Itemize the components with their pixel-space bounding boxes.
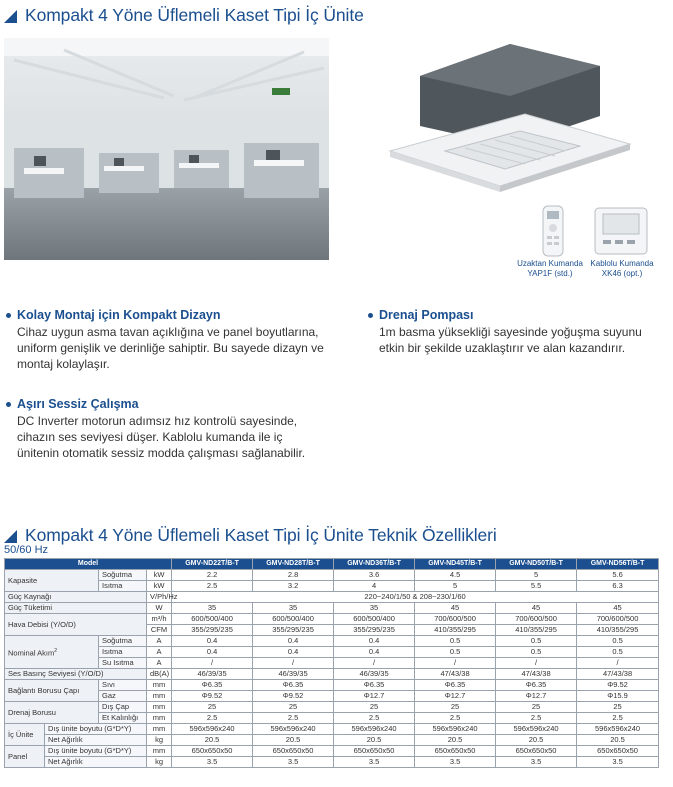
- table-cell: Φ9.52: [172, 691, 253, 702]
- table-cell: 0.4: [253, 636, 334, 647]
- table-row: Drenaj Borusu Dış Çap mm 25 25 25 25 25 25: [5, 702, 659, 713]
- table-cell: 45: [496, 603, 577, 614]
- table-cell: 596x596x240: [577, 724, 659, 735]
- spec-header: [4, 523, 497, 547]
- remote-caption: Uzaktan Kumanda YAP1F (std.): [517, 259, 583, 278]
- table-row: Et Kalınlığı mm 2.5 2.5 2.5 2.5 2.5 2.5: [5, 713, 659, 724]
- table-cell: 25: [334, 702, 415, 713]
- table-cell: 4.5: [415, 570, 496, 581]
- model-col: GMV-ND22T/B-T: [172, 559, 253, 570]
- table-header-row: [5, 559, 659, 570]
- table-row: Ses Basınç Seviyesi (Y/O/D) dB(A) 46/39/35 46/39/35 46/39/35 47/43/38 47/43/38 47/43/38: [5, 669, 659, 680]
- table-row: Hava Debisi (Y/O/D) m³/h 600/500/400 600/500/400 600/500/400 700/600/500 700/600/500 700/600/500: [5, 614, 659, 625]
- table-cell: 5: [415, 581, 496, 592]
- table-cell: 2.2: [172, 570, 253, 581]
- table-row: Bağlantı Borusu Çapı Sıvı mm Φ6.35 Φ6.35 Φ6.35 Φ6.35 Φ6.35 Φ9.52: [5, 680, 659, 691]
- bullet-icon: [6, 402, 11, 407]
- table-cell: 355/295/235: [334, 625, 415, 636]
- table-cell: 20.5: [415, 735, 496, 746]
- table-cell: 2.5: [496, 713, 577, 724]
- table-cell: Φ12.7: [415, 691, 496, 702]
- table-cell: 3.5: [415, 757, 496, 768]
- model-col: GMV-ND45T/B-T: [415, 559, 496, 570]
- table-cell: 46/39/35: [334, 669, 415, 680]
- table-cell: 2.5: [334, 713, 415, 724]
- table-cell: 0.4: [334, 636, 415, 647]
- table-cell: 35: [172, 603, 253, 614]
- table-cell: 0.4: [172, 636, 253, 647]
- feature-compact-design: Kolay Montaj için Kompakt Dizayn Cihaz uygun asma tavan açıklığına ve panel boyutlarına, uniform genişlik ve derinliğe sahiptir. Bu sayede dizayn ve montaj kolaylaşır.: [6, 308, 326, 373]
- table-row: Nominal Akım$^2$ Soğutma A 0.4 0.4 0.4 0.5 0.5 0.5: [5, 636, 659, 647]
- table-row: Isıtma A 0.4 0.4 0.4 0.5 0.5 0.5: [5, 647, 659, 658]
- table-cell: 47/43/38: [496, 669, 577, 680]
- table-cell: 5.5: [496, 581, 577, 592]
- table-cell: 596x596x240: [334, 724, 415, 735]
- spec-title: Kompakt 4 Yöne Üflemeli Kaset Tipi İç Ünite Teknik Özellikleri: [25, 524, 497, 545]
- table-cell: Φ6.35: [334, 680, 415, 691]
- table-cell: 410/355/295: [496, 625, 577, 636]
- table-cell: 0.5: [496, 636, 577, 647]
- table-row: Isıtma kW 2.5 3.2 4 5 5.5 6.3: [5, 581, 659, 592]
- table-cell: 3.5: [334, 757, 415, 768]
- table-cell: Φ9.52: [577, 680, 659, 691]
- table-cell: 600/500/400: [253, 614, 334, 625]
- table-cell: 700/600/500: [415, 614, 496, 625]
- triangle-icon: [4, 530, 17, 543]
- table-cell: 2.5: [172, 713, 253, 724]
- table-cell: 600/500/400: [334, 614, 415, 625]
- table-cell: 410/355/295: [415, 625, 496, 636]
- table-cell: 46/39/35: [172, 669, 253, 680]
- table-cell: 25: [172, 702, 253, 713]
- table-cell: Φ15.9: [577, 691, 659, 702]
- spec-table: [4, 558, 659, 768]
- table-cell: 596x596x240: [253, 724, 334, 735]
- table-cell: 45: [415, 603, 496, 614]
- table-row: Kapasite Soğutma kW 2.2 2.8 3.6 4.5 5 5.6: [5, 570, 659, 581]
- model-col: GMV-ND36T/B-T: [334, 559, 415, 570]
- table-cell: 650x650x50: [253, 746, 334, 757]
- table-cell: 4: [334, 581, 415, 592]
- table-cell: 47/43/38: [577, 669, 659, 680]
- table-row: Güç Kaynağı V/Ph/Hz 220~240/1/50 & 208~230/1/60: [5, 592, 659, 603]
- table-cell: 2.5: [415, 713, 496, 724]
- table-cell: 6.3: [577, 581, 659, 592]
- model-col: GMV-ND56T/B-T: [577, 559, 659, 570]
- table-cell: 700/600/500: [496, 614, 577, 625]
- table-cell: 3.5: [496, 757, 577, 768]
- table-row: Net Ağırlık kg 3.5 3.5 3.5 3.5 3.5 3.5: [5, 757, 659, 768]
- table-cell: 5.6: [577, 570, 659, 581]
- wired-remote-caption: Kablolu Kumanda XK46 (opt.): [590, 259, 654, 278]
- table-cell: Φ12.7: [334, 691, 415, 702]
- table-cell: 355/295/235: [172, 625, 253, 636]
- page-header: [4, 3, 364, 27]
- bullet-icon: [368, 313, 373, 318]
- table-cell: 410/355/295: [577, 625, 659, 636]
- table-cell: 25: [415, 702, 496, 713]
- table-cell: Φ6.35: [496, 680, 577, 691]
- table-cell: 20.5: [253, 735, 334, 746]
- table-cell: 0.5: [415, 647, 496, 658]
- table-cell: 25: [496, 702, 577, 713]
- table-cell: Φ6.35: [415, 680, 496, 691]
- table-cell: 650x650x50: [415, 746, 496, 757]
- office-photo: [4, 38, 329, 260]
- frequency-label: 50/60 Hz: [4, 544, 49, 556]
- table-cell: 596x596x240: [496, 724, 577, 735]
- table-cell: 0.4: [334, 647, 415, 658]
- model-col: GMV-ND50T/B-T: [496, 559, 577, 570]
- wired-controller-image: [593, 204, 651, 258]
- feature-drain-pump: Drenaj Pompası 1m basma yüksekliği sayesinde yoğuşma suyunu etkin bir şekilde uzaklaştırır ve alan kazandırır.: [368, 308, 668, 356]
- table-cell: 45: [577, 603, 659, 614]
- table-cell: 220~240/1/50 & 208~230/1/60: [172, 592, 659, 603]
- table-cell: 3.2: [253, 581, 334, 592]
- table-cell: 650x650x50: [496, 746, 577, 757]
- table-cell: 0.5: [577, 647, 659, 658]
- table-cell: 0.4: [172, 647, 253, 658]
- table-row: Net Ağırlık kg 20.5 20.5 20.5 20.5 20.5 20.5: [5, 735, 659, 746]
- table-row: Panel Dış ünite boyutu (G*D*Y) mm 650x650x50 650x650x50 650x650x50 650x650x50 650x650x50 650x650x50: [5, 746, 659, 757]
- table-cell: /: [172, 658, 253, 669]
- table-cell: 46/39/35: [253, 669, 334, 680]
- table-cell: 3.6: [334, 570, 415, 581]
- table-cell: 3.5: [172, 757, 253, 768]
- page-title: Kompakt 4 Yöne Üflemeli Kaset Tipi İç Ünite: [25, 4, 364, 25]
- table-cell: 35: [334, 603, 415, 614]
- cassette-unit-image: [350, 36, 655, 204]
- table-cell: /: [415, 658, 496, 669]
- table-cell: 35: [253, 603, 334, 614]
- feature-silent-operation: Aşırı Sessiz Çalışma DC Inverter motorun adımsız hız kontrolü sayesinde, cihazın ses seviyesi düşer. Kablolu kumanda ile iç ünitenin otomatik sessiz modda çalışması sağlanabilir.: [6, 397, 326, 462]
- table-cell: 2.5: [172, 581, 253, 592]
- table-cell: /: [577, 658, 659, 669]
- table-cell: 650x650x50: [172, 746, 253, 757]
- table-cell: 2.5: [253, 713, 334, 724]
- table-cell: 2.5: [577, 713, 659, 724]
- table-cell: 5: [496, 570, 577, 581]
- table-cell: 47/43/38: [415, 669, 496, 680]
- table-cell: Φ12.7: [496, 691, 577, 702]
- table-row: Su Isıtma A / / / / / /: [5, 658, 659, 669]
- table-cell: 0.4: [253, 647, 334, 658]
- triangle-icon: [4, 10, 17, 23]
- table-cell: 650x650x50: [577, 746, 659, 757]
- table-cell: 600/500/400: [172, 614, 253, 625]
- table-cell: 0.5: [496, 647, 577, 658]
- table-cell: 650x650x50: [334, 746, 415, 757]
- table-row: CFM 355/295/235 355/295/235 355/295/235 410/355/295 410/355/295 410/355/295: [5, 625, 659, 636]
- table-row: Güç Tüketimi W 35 35 35 45 45 45: [5, 603, 659, 614]
- table-cell: Φ6.35: [172, 680, 253, 691]
- table-cell: 2.8: [253, 570, 334, 581]
- table-cell: 0.5: [577, 636, 659, 647]
- table-row: İç Ünite Dış ünite boyutu (G*D*Y) mm 596x596x240 596x596x240 596x596x240 596x596x240 596x596x240 596x596x240: [5, 724, 659, 735]
- table-cell: 700/600/500: [577, 614, 659, 625]
- table-cell: 25: [253, 702, 334, 713]
- table-cell: 20.5: [172, 735, 253, 746]
- table-cell: 355/295/235: [253, 625, 334, 636]
- table-cell: /: [496, 658, 577, 669]
- table-cell: Φ9.52: [253, 691, 334, 702]
- table-cell: 596x596x240: [415, 724, 496, 735]
- table-cell: /: [334, 658, 415, 669]
- table-cell: 0.5: [415, 636, 496, 647]
- model-col: GMV-ND28T/B-T: [253, 559, 334, 570]
- table-cell: /: [253, 658, 334, 669]
- remote-controller-image: [525, 204, 583, 258]
- table-cell: Φ6.35: [253, 680, 334, 691]
- table-cell: 20.5: [496, 735, 577, 746]
- table-row: Gaz mm Φ9.52 Φ9.52 Φ12.7 Φ12.7 Φ12.7 Φ15.9: [5, 691, 659, 702]
- table-cell: 3.5: [577, 757, 659, 768]
- table-cell: 3.5: [253, 757, 334, 768]
- table-cell: 20.5: [334, 735, 415, 746]
- bullet-icon: [6, 313, 11, 318]
- table-cell: 20.5: [577, 735, 659, 746]
- table-cell: 596x596x240: [172, 724, 253, 735]
- model-header: Model: [5, 559, 172, 570]
- table-cell: 25: [577, 702, 659, 713]
